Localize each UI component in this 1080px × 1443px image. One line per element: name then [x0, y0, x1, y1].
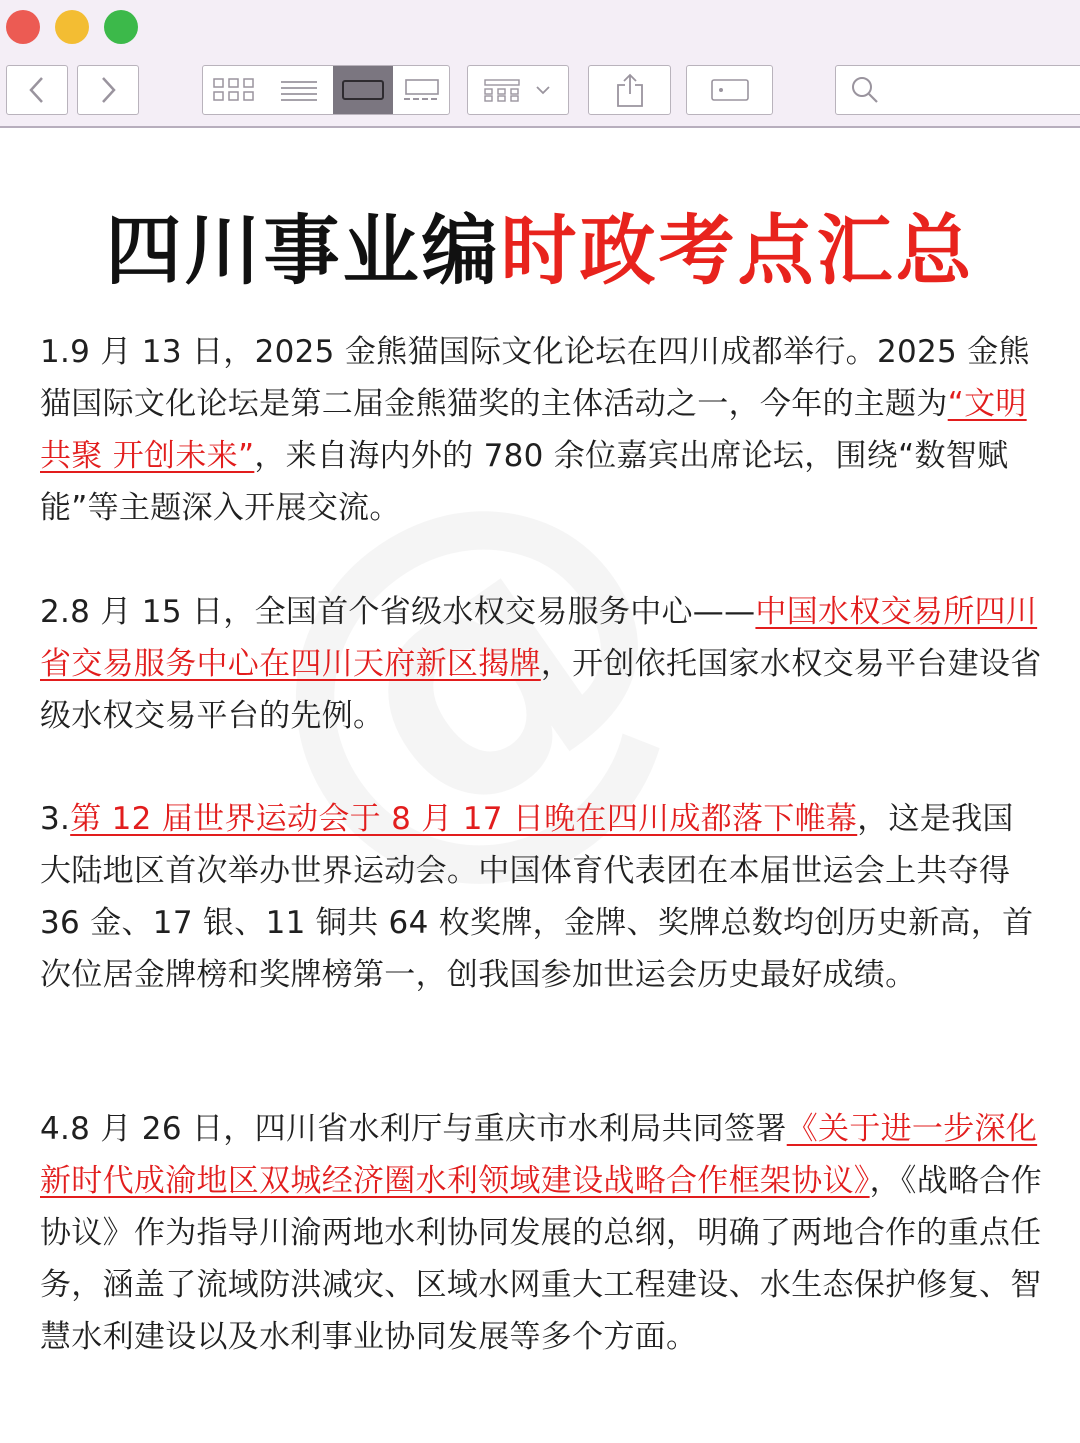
item-text: ，这是我国大陆地区首次举办世界运动会。中国体育代表团在本届世运会上共夺得 36 金、17 银、11 铜共 64 枚奖牌，金牌、奖牌总数均创历史新高，首次位居金牌榜和奖牌榜第一，创我国参加世运会历史最好成绩。 [40, 801, 1034, 993]
item-highlight: 第 12 届世界运动会于 8 月 17 日晚在四川成都落下帷幕 [70, 801, 858, 837]
share-button[interactable] [588, 65, 671, 115]
news-item-1 [40, 326, 1042, 534]
item-text: 2.8 月 15 日，全国首个省级水权交易服务中心—— [40, 594, 756, 630]
search-icon [850, 75, 880, 105]
tag-icon [710, 77, 750, 103]
item-highlight: 《关于进一步深化新时代成渝地区双城经济圈水利领域建设战略合作框架协议》 [40, 1111, 1038, 1199]
news-item-4 [40, 1103, 1042, 1363]
title-red-part: 时政考点汇总 [500, 206, 975, 295]
close-window-button[interactable] [6, 10, 40, 44]
item-text: ，《战略合作协议》作为指导川渝两地水利协同发展的总纲，明确了两地合作的重点任务，涵盖了流域防洪减灾、区域水网重大工程建设、水生态保护修复、智慧水利建设以及水利事业协同发展等多个方面。 [40, 1163, 1042, 1355]
column-view-button[interactable] [333, 66, 393, 114]
item-text: 3. [40, 801, 71, 837]
document-content [0, 128, 1080, 1443]
item-text: 4.8 月 26 日，四川省水利厅与重庆市水利局共同签署 [40, 1111, 787, 1147]
item-highlight: 中国水权交易所四川省交易服务中心在四川天府新区揭牌 [40, 594, 1038, 682]
icon-view-icon [212, 77, 256, 103]
edit-tags-button[interactable] [686, 65, 773, 115]
item-highlight: “文明共聚 开创未来” [40, 386, 1027, 474]
item-text: ，开创依托国家水权交易平台建设省级水权交易平台的先例。 [40, 646, 1042, 734]
gallery-view-button[interactable] [393, 66, 451, 114]
item-text: ，来自海内外的 780 余位嘉宾出席论坛，围绕“数智赋能”等主题深入开展交流。 [40, 438, 1009, 526]
search-field[interactable] [835, 65, 1080, 115]
zoom-window-button[interactable] [104, 10, 138, 44]
window-toolbar [0, 0, 1080, 128]
item-text: 1.9 月 13 日，2025 金熊猫国际文化论坛在四川成都举行。2025 金熊猫国际文化论坛是第二届金熊猫奖的主体活动之一，今年的主题为 [40, 334, 1030, 422]
group-icon [483, 77, 553, 103]
title-black-part: 四川事业编 [105, 206, 501, 295]
column-view-icon [341, 77, 385, 103]
list-view-button[interactable] [265, 66, 333, 114]
page-title [0, 206, 1080, 296]
forward-button[interactable] [77, 65, 139, 115]
minimize-window-button[interactable] [55, 10, 89, 44]
chevron-left-icon [27, 75, 47, 105]
gallery-view-icon [402, 77, 442, 103]
share-icon [615, 72, 645, 108]
view-mode-switcher [202, 65, 450, 115]
group-by-button[interactable] [467, 65, 569, 115]
news-item-2 [40, 586, 1042, 742]
news-item-3 [40, 793, 1042, 1001]
chevron-right-icon [98, 75, 118, 105]
icon-view-button[interactable] [203, 66, 265, 114]
back-button[interactable] [6, 65, 68, 115]
list-view-icon [279, 77, 319, 103]
